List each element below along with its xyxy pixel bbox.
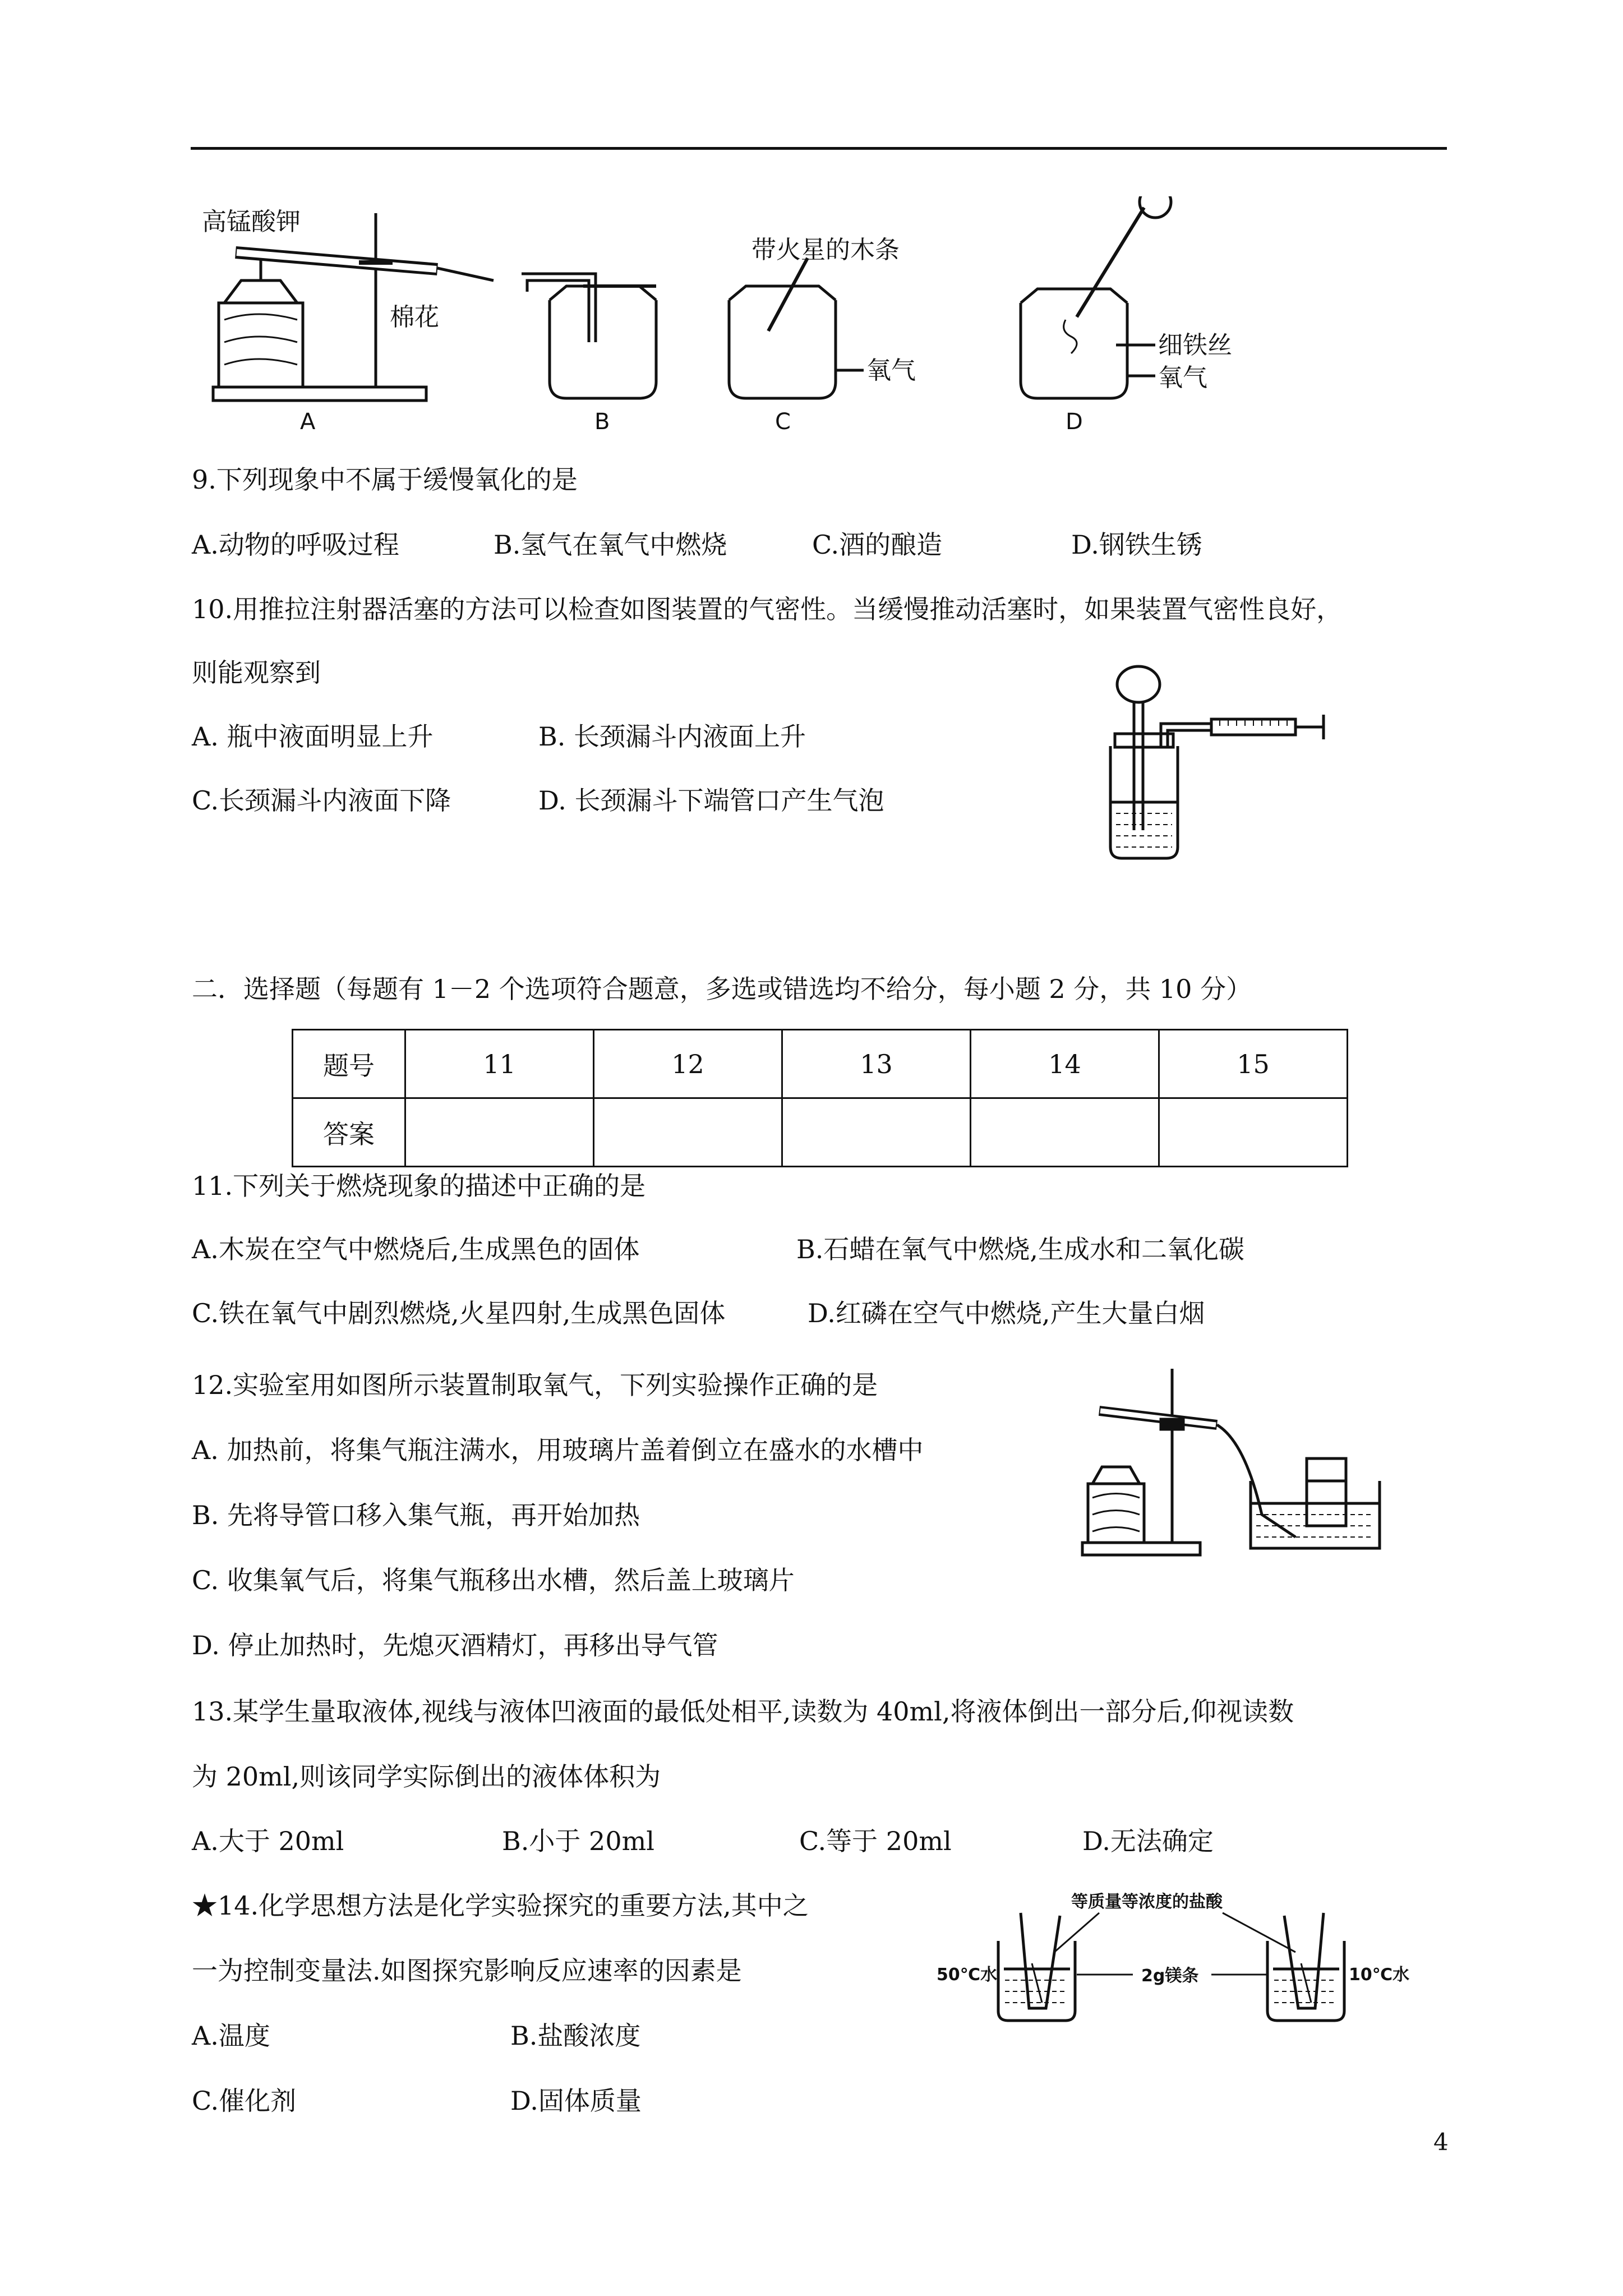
q13-option-c: C.等于 20ml [799, 1826, 952, 1856]
apparatus-d [1021, 196, 1171, 398]
q13-option-a: A.大于 20ml [192, 1826, 344, 1856]
q12-option-c: C. 收集氧气后，将集气瓶移出水槽，然后盖上玻璃片 [192, 1565, 795, 1595]
q13-option-b: B.小于 20ml [502, 1826, 654, 1856]
table-cell-number-13: 13 [782, 1030, 971, 1098]
table-cell-number-15: 15 [1159, 1030, 1348, 1098]
label-glowing-stick: 带火星的木条 [751, 236, 900, 264]
q10-stem-line1: 10.用推拉注射器活塞的方法可以检查如图装置的气密性。当缓慢推动活塞时，如果装置气密性良好， [192, 594, 1343, 624]
q11-option-d: D.红磷在空气中燃烧,产生大量白烟 [808, 1298, 1205, 1328]
apparatus-c [729, 258, 864, 398]
apparatus-figure-abcd [191, 196, 1312, 432]
section-2-title: 二．选择题（每题有 1－2 个选项符合题意，多选或错选均不给分，每小题 2 分，共 10 分） [192, 974, 1252, 1004]
answer-cell-15[interactable] [1159, 1098, 1348, 1167]
label-potassium-permanganate: 高锰酸钾 [202, 208, 301, 236]
q11-option-c: C.铁在氧气中剧烈燃烧,火星四射,生成黑色固体 [192, 1298, 726, 1328]
table-head-answer: 答案 [293, 1098, 405, 1167]
table-row-numbers [293, 1030, 1348, 1098]
label-mg-ribbon: 2g镁条 [1141, 1966, 1199, 1986]
answer-cell-13[interactable] [782, 1098, 971, 1167]
caption-a: A [300, 409, 316, 432]
q14-reaction-rate-figure [931, 1890, 1413, 2031]
q11-stem: 11.下列关于燃烧现象的描述中正确的是 [192, 1171, 646, 1201]
table-cell-number-11: 11 [405, 1030, 594, 1098]
label-10-water: 10℃水 [1349, 1965, 1410, 1985]
q9-option-a: A.动物的呼吸过程 [192, 530, 399, 560]
label-cotton: 棉花 [390, 303, 439, 332]
q10-option-b: B. 长颈漏斗内液面上升 [538, 721, 806, 752]
answer-cell-14[interactable] [971, 1098, 1159, 1167]
table-row-answers [293, 1098, 1348, 1167]
caption-c: C [775, 409, 791, 432]
q12-option-a: A. 加热前，将集气瓶注满水，用玻璃片盖着倒立在盛水的水槽中 [192, 1435, 924, 1465]
q10-option-d: D. 长颈漏斗下端管口产生气泡 [538, 785, 884, 816]
table-cell-number-12: 12 [594, 1030, 782, 1098]
q10-stem-line2: 则能观察到 [192, 657, 321, 688]
answer-table [292, 1029, 1348, 1167]
q11-option-a: A.木炭在空气中燃烧后,生成黑色的固体 [192, 1234, 640, 1264]
caption-b: B [594, 409, 610, 432]
apparatus-b [522, 274, 656, 398]
label-50-water: 50℃水 [937, 1965, 998, 1985]
label-oxygen-d: 氧气 [1158, 364, 1207, 392]
q13-stem-line1: 13.某学生量取液体,视线与液体凹液面的最低处相平,读数为 40ml,将液体倒出一部分后,仰视读数 [192, 1696, 1294, 1727]
q11-option-b: B.石蜡在氧气中燃烧,生成水和二氧化碳 [796, 1234, 1245, 1264]
q13-stem-line2: 为 20ml,则该同学实际倒出的液体体积为 [192, 1761, 661, 1792]
q14-stem-line2: 一为控制变量法.如图探究影响反应速率的因素是 [192, 1955, 742, 1986]
q12-stem: 12.实验室用如图所示装置制取氧气，下列实验操作正确的是 [192, 1370, 878, 1400]
q14-option-b: B.盐酸浓度 [510, 2021, 641, 2051]
q9-stem: 9.下列现象中不属于缓慢氧化的是 [192, 464, 578, 495]
table-cell-number-14: 14 [971, 1030, 1159, 1098]
label-iron-wire: 细铁丝 [1158, 331, 1232, 360]
caption-d: D [1066, 409, 1083, 432]
q10-option-a: A. 瓶中液面明显上升 [192, 721, 434, 752]
q12-option-b: B. 先将导管口移入集气瓶，再开始加热 [192, 1500, 640, 1530]
q14-stem-line1: ★14.化学思想方法是化学实验探究的重要方法,其中之 [192, 1890, 809, 1921]
q9-option-c: C.酒的酿造 [812, 530, 943, 560]
q14-option-c: C.催化剂 [192, 2086, 297, 2116]
q12-option-d: D. 停止加热时，先熄灭酒精灯，再移出导气管 [192, 1630, 718, 1660]
label-oxygen-c: 氧气 [866, 356, 916, 385]
table-head-question-number: 题号 [293, 1030, 405, 1098]
q9-option-d: D.钢铁生锈 [1071, 530, 1202, 560]
q10-option-c: C.长颈漏斗内液面下降 [192, 785, 451, 816]
header-rule [191, 147, 1447, 150]
page-number: 4 [1433, 2128, 1449, 2156]
q12-oxygen-collection-apparatus [1077, 1363, 1391, 1565]
label-equal-acid: 等质量等浓度的盐酸 [1071, 1892, 1223, 1912]
q13-option-d: D.无法确定 [1082, 1826, 1214, 1856]
q14-option-d: D.固体质量 [510, 2086, 642, 2116]
answer-cell-12[interactable] [594, 1098, 782, 1167]
q9-option-b: B.氢气在氧气中燃烧 [494, 530, 727, 560]
q14-option-a: A.温度 [192, 2021, 270, 2051]
answer-cell-11[interactable] [405, 1098, 594, 1167]
apparatus-a [213, 213, 494, 401]
q10-airtightness-apparatus [1099, 662, 1335, 864]
